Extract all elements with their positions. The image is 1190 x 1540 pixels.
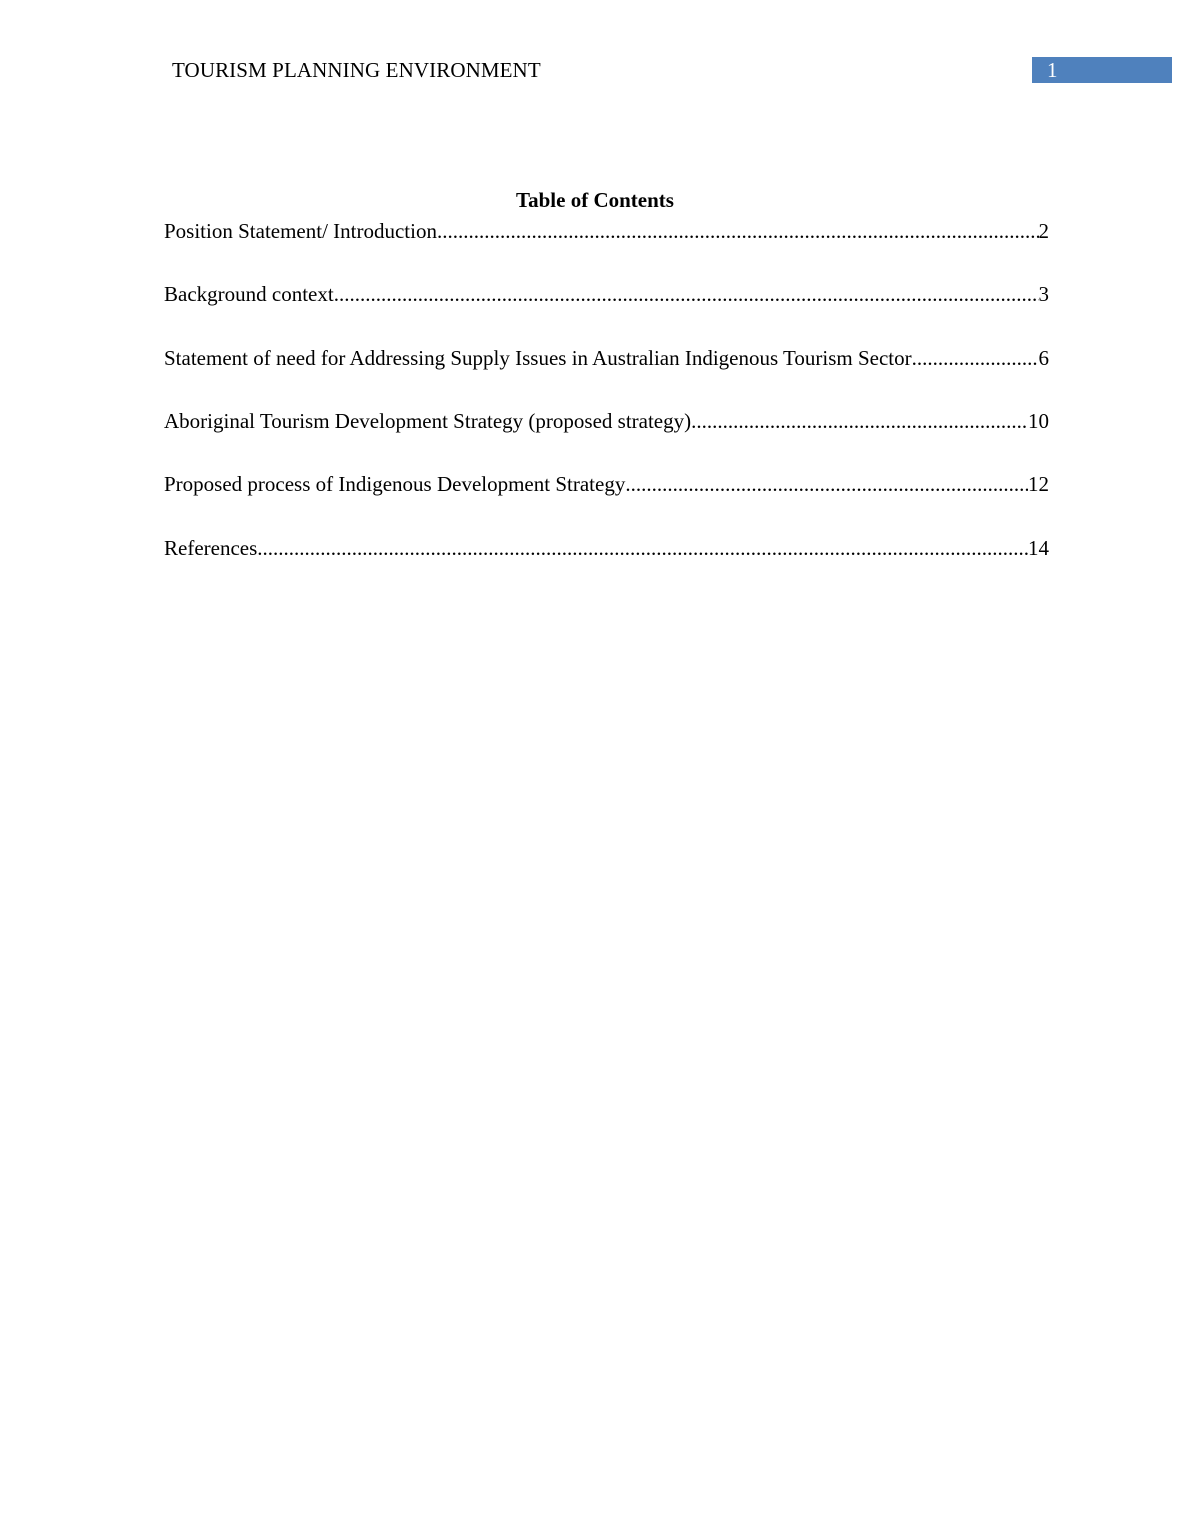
toc-entry-text: Background context (164, 282, 334, 306)
toc-entry-position-statement[interactable] (164, 217, 1049, 245)
toc-entry-text: References (164, 536, 258, 560)
toc-entry-text: Statement of need for Addressing Supply Issues in Australian Indigenous Tourism Sector (164, 346, 912, 370)
toc-entry-page: 6 (1038, 346, 1049, 370)
toc-entry-references[interactable] (164, 534, 1049, 562)
toc-dot-leader (625, 470, 1028, 498)
toc-entry-page: 2 (1038, 219, 1049, 243)
toc-entry-page: 12 (1028, 472, 1049, 496)
toc-dot-leader (691, 407, 1028, 435)
toc-title: Table of Contents (516, 188, 674, 212)
toc-dot-leader (437, 217, 1039, 245)
running-header-title: TOURISM PLANNING ENVIRONMENT (172, 58, 541, 82)
page-number-box (1032, 57, 1172, 83)
toc-entry-page: 14 (1028, 536, 1049, 560)
toc-entry-text: Position Statement/ Introduction (164, 219, 437, 243)
toc-dot-leader (912, 344, 1039, 372)
toc-entry-background-context[interactable] (164, 280, 1049, 308)
toc-entry-development-strategy[interactable] (164, 407, 1049, 435)
toc-entry-page: 10 (1028, 409, 1049, 433)
page-number: 1 (1047, 58, 1058, 82)
toc-entry-proposed-process[interactable] (164, 470, 1049, 498)
toc-entry-text: Proposed process of Indigenous Development Strategy (164, 472, 626, 496)
toc-dot-leader (257, 534, 1028, 562)
toc-entry-statement-of-need[interactable] (164, 344, 1049, 372)
toc-dot-leader (334, 280, 1039, 308)
toc-entry-text: Aboriginal Tourism Development Strategy (proposed strategy) (164, 409, 692, 433)
toc-entry-page: 3 (1038, 282, 1049, 306)
